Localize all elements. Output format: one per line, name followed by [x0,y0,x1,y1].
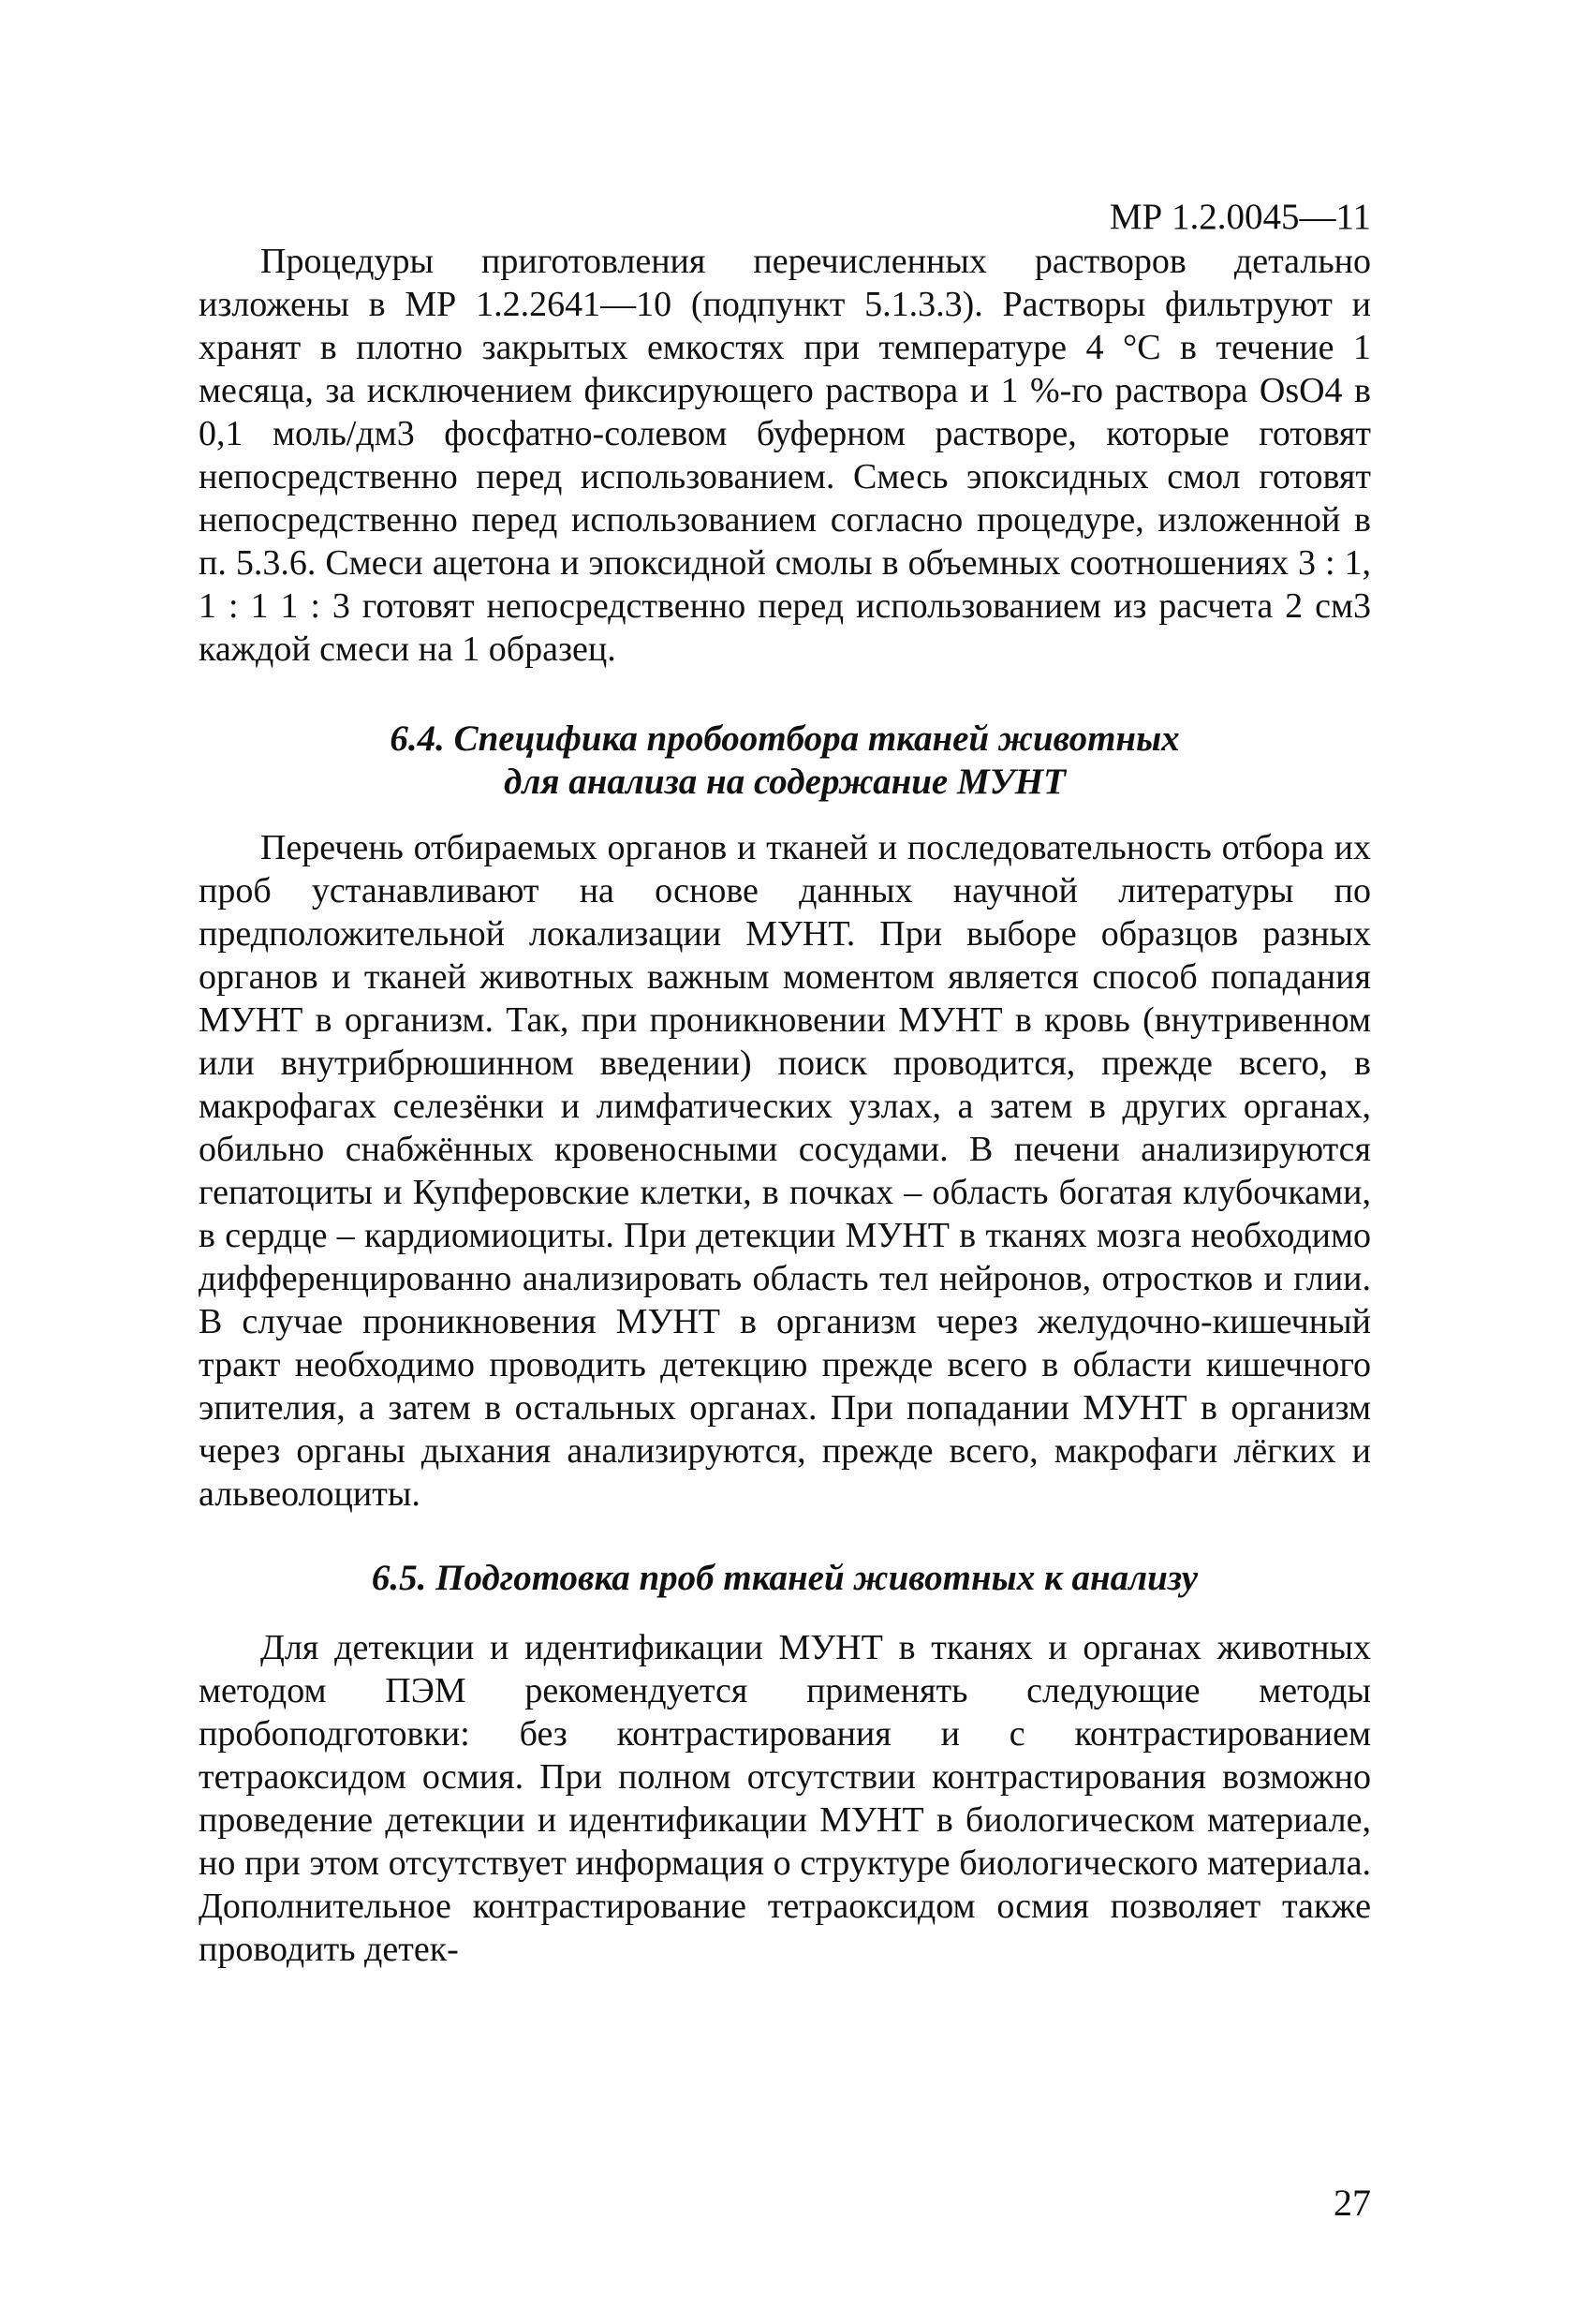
section-6-4-title-line1: 6.4. Специфика пробоотбора тканей животных [390,718,1180,759]
paragraph-solutions: Процедуры приготовления перечисленных растворов детально изложены в МР 1.2.2641—10 (подпункт 5.1.3.3). Растворы фильтруют и хранят в плотно закрытых емкостях при температуре 4 °С в течение 1 месяца, за исключением фиксирующего раствора и 1 %-го раствора OsO4 в 0,1 моль/дм3 фосфатно-солевом буферном растворе, которые готовят непосредственно перед использованием. Смесь эпоксидных смол готовят непосредственно перед использованием согласно процедуре, изложенной в п. 5.3.6. Смеси ацетона и эпоксидной смолы в объемных соотношениях 3 : 1, 1 : 1 1 : 3 готовят непосредственно перед использованием из расчета 2 см3 каждой смеси на 1 образец. [199,242,1371,669]
section-6-4-text: Перечень отбираемых органов и тканей и последовательность отбора их проб устанавливают на основе данных научной литературы по предположительной локализации МУНТ. При выборе образцов разных органов и тканей животных важным моментом является способ попадания МУНТ в организм. Так, при проникновении МУНТ в кровь (внутривенном или внутрибрюшинном введении) поиск проводится, прежде всего, в макрофагах селезёнки и лимфатических узлах, а затем в других органах, обильно снабжённых кровеносными сосудами. В печени анализируются гепатоциты и Купферовские клетки, в почках – область богатая клубочками, в сердце – кардиомиоциты. При детекции МУНТ в тканях мозга необходимо дифференцированно анализировать область тел нейронов, отростков и глии. В случае проникновения МУНТ в организм через желудочно-кишечный тракт необходимо проводить детекцию прежде всего в области кишечного эпителия, а затем в остальных органах. При попадании МУНТ в организм через органы дыхания анализируются, прежде всего, макрофаги лёгких и альвеолоциты. [199,828,1371,1514]
document-page [199,197,1371,2257]
section-6-5-text: Для детекции и идентификации МУНТ в тканях и органах животных методом ПЭМ рекомендуется применять следующие методы пробоподготовки: без контрастирования и с контрастированием тетраоксидом осмия. При полном отсутствии контрастирования возможно проведение детекции и идентификации МУНТ в биологическом материале, но при этом отсутствует информация о структуре биологического материала. Дополнительное контрастирование тетраоксидом осмия позволяет также проводить детек- [199,1628,1371,1969]
section-6-4-heading [199,718,1371,804]
section-6-5-heading [199,1557,1371,1600]
page-number: 27 [1334,2182,1371,2224]
document-code: МР 1.2.0045—11 [1109,197,1371,237]
section-6-5-title: 6.5. Подготовка проб тканей животных к анализу [371,1558,1199,1598]
section-6-4-title-line2: для анализа на содержание МУНТ [504,762,1066,802]
